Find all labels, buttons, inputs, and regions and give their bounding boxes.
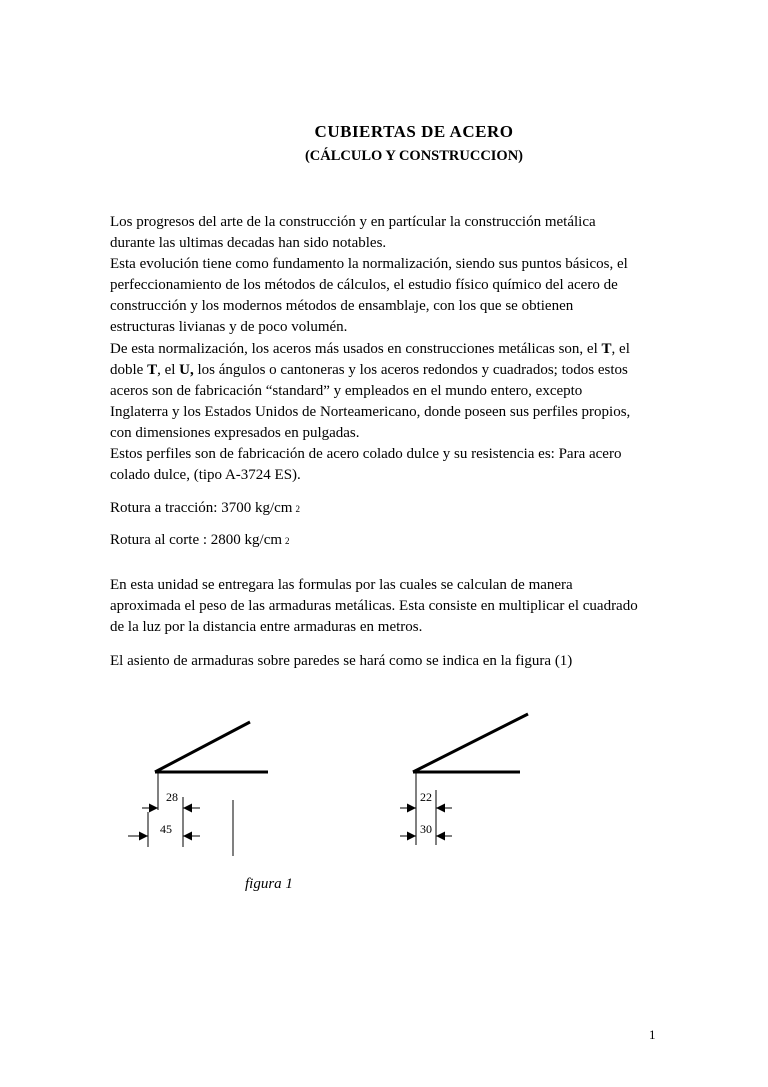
text-run: De esta normalización, los aceros más usados en construcciones metálicas son, el <box>110 341 602 357</box>
paragraph-line <box>110 339 670 360</box>
text-run: doble <box>110 362 148 378</box>
rotura-traccion-label: Rotura a tracción: 3700 kg/cm <box>110 500 293 516</box>
paragraph-line: Esta evolución tiene como fundamento la normalización, siendo sus puntos básicos, el <box>110 256 628 272</box>
text-run: , el <box>157 362 180 378</box>
text-run: los ángulos o cantoneras y los aceros redondos y cuadrados; todos estos <box>193 362 628 378</box>
figure-caption: figura 1 <box>245 876 293 892</box>
paragraph-intro <box>110 212 670 338</box>
dimension-label-left-outer: 45 <box>160 822 172 836</box>
paragraph-resistance <box>110 444 670 486</box>
dimension-label-right-inner: 22 <box>420 790 432 804</box>
unit-exponent: 2 <box>285 536 290 546</box>
paragraph-line <box>110 360 670 381</box>
paragraph-line: perfeccionamiento de los métodos de cálculos, el estudio físico químico del acero de <box>110 277 618 293</box>
paragraph-line: construcción y los modernos métodos de ensamblaje, con los que se obtienen <box>110 298 574 314</box>
dimension-label-right-outer: 30 <box>420 822 432 836</box>
paragraph-line: colado dulce, (tipo A-3724 ES). <box>110 467 301 483</box>
rafter-line <box>413 714 528 772</box>
paragraph-line: Los progresos del arte de la construcción y en partícular la construcción metálica <box>110 214 596 230</box>
bold-term: T <box>601 341 612 357</box>
text-run: , el <box>611 341 630 357</box>
bold-term: T <box>147 362 158 378</box>
document-subtitle: (CÁLCULO Y CONSTRUCCION) <box>304 148 524 164</box>
paragraph-line: de la luz por la distancia entre armaduras en metros. <box>110 619 423 635</box>
rotura-traccion <box>110 498 670 520</box>
bold-term: U, <box>179 362 194 378</box>
paragraph-line: con dimensiones expresados en pulgadas. <box>110 425 360 441</box>
rafter-line <box>155 722 250 772</box>
paragraph-line: En esta unidad se entregara las formulas por las cuales se calculan de manera <box>110 577 573 593</box>
right-support-detail <box>400 714 528 845</box>
left-support-detail <box>128 722 268 856</box>
rotura-corte-label: Rotura al corte : 2800 kg/cm <box>110 532 283 548</box>
document-title: CUBIERTAS DE ACERO <box>314 122 514 141</box>
paragraph-line: aceros son de fabricación “standard” y empleados en el mundo entero, excepto <box>110 383 583 399</box>
paragraph-line: durante las ultimas decadas han sido notables. <box>110 235 387 251</box>
truss-support-figure <box>0 690 768 870</box>
paragraph-line: Estos perfiles son de fabricación de acero colado dulce y su resistencia es: Para acero <box>110 446 622 462</box>
page-number: 1 <box>649 1027 656 1042</box>
rotura-corte <box>110 530 670 552</box>
paragraph-line: aproximada el peso de las armaduras metálicas. Esta consiste en multiplicar el cuadrado <box>110 598 638 614</box>
dimension-label-left-inner: 28 <box>166 790 178 804</box>
rotura-corte-line <box>110 530 670 552</box>
paragraph-line: El asiento de armaduras sobre paredes se hará como se indica en la figura (1) <box>110 653 573 669</box>
paragraph-line: Inglaterra y los Estados Unidos de Norteamericano, donde poseen sus perfiles propios, <box>110 404 631 420</box>
paragraph-weight-formula <box>110 575 670 638</box>
unit-exponent: 2 <box>295 504 300 514</box>
paragraph-figure-reference <box>110 651 670 672</box>
rotura-traccion-line <box>110 498 670 520</box>
paragraph-steel-profiles <box>110 339 670 444</box>
paragraph-line: estructuras livianas y de poco volumén. <box>110 319 348 335</box>
